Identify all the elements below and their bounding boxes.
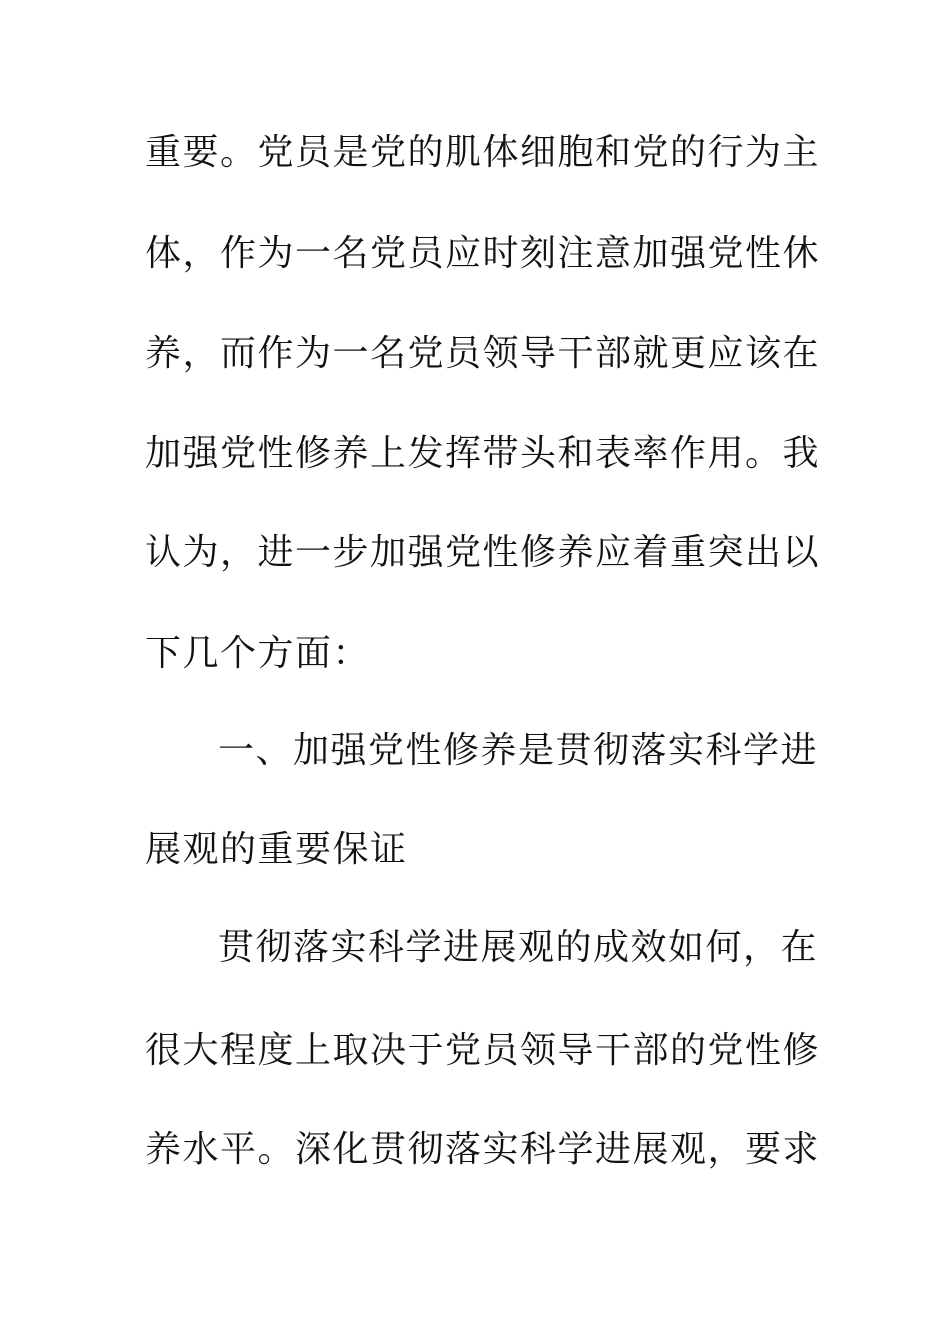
body-text-line: 重要。党员是党的肌体细胞和党的行为主 — [145, 132, 821, 173]
body-text-line: 加强党性修养上发挥带头和表率作用。我 — [145, 433, 821, 474]
body-text-line: 很大程度上取决于党员领导干部的党性修 — [145, 1030, 821, 1071]
body-text-line: 下几个方面： — [145, 633, 371, 674]
body-text-line: 贯彻落实科学进展观的成效如何，在 — [218, 927, 819, 968]
body-text-line: 认为，进一步加强党性修养应着重突出以 — [145, 532, 821, 573]
section-heading-line: 展观的重要保证 — [145, 829, 408, 870]
section-heading-line: 一、加强党性修养是贯彻落实科学进 — [218, 730, 819, 771]
body-text-line: 养，而作为一名党员领导干部就更应该在 — [145, 333, 821, 374]
body-text-line: 体，作为一名党员应时刻注意加强党性休 — [145, 233, 821, 274]
body-text-line: 养水平。深化贯彻落实科学进展观，要求 — [145, 1129, 821, 1170]
